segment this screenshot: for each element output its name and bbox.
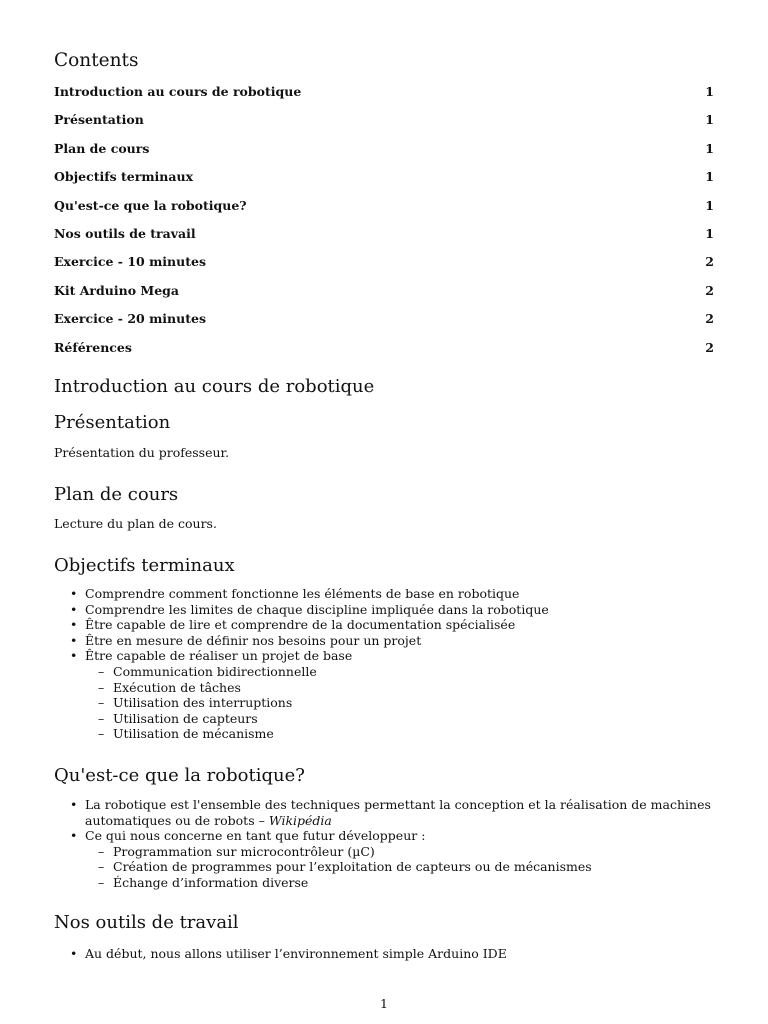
toc-entry-page: 1: [705, 84, 714, 99]
toc-entry-label: Exercice - 20 minutes: [54, 311, 206, 327]
toc-entry[interactable]: [54, 112, 714, 140]
list-item: [85, 648, 714, 742]
toc-entry[interactable]: [54, 311, 714, 339]
toc-title: Contents: [54, 50, 139, 71]
toc-entry[interactable]: [54, 141, 714, 169]
toc-entry-page: 1: [705, 112, 714, 128]
toc-entry-page: 2: [705, 282, 714, 298]
toc-entry-label: Introduction au cours de robotique: [54, 84, 302, 99]
list-item: • Être capable de lire et comprendre de la documentation spécialisée: [85, 617, 714, 633]
wikipedia-source: Wikipédia: [268, 812, 332, 828]
page-number: 1: [380, 996, 388, 1011]
list-item: • Comprendre comment fonctionne les éléments de base en robotique: [85, 586, 714, 602]
toc-entry[interactable]: [54, 340, 714, 368]
sub-list-item: – Communication bidirectionnelle: [113, 664, 714, 680]
toc-entry-label: Nos outils de travail: [54, 225, 196, 241]
list-item: • Comprendre les limites de chaque discipline impliquée dans la robotique: [85, 602, 714, 618]
toc-entry-label: Plan de cours: [54, 140, 150, 156]
toc-entry-page: 1: [705, 169, 714, 185]
section-heading-presentation: Présentation: [54, 412, 171, 433]
toc-entry-label: Références: [54, 339, 132, 355]
section-heading-intro: Introduction au cours de robotique: [54, 376, 375, 397]
sub-list-item: – Échange d’information diverse: [113, 875, 714, 891]
toc-entry-label: Kit Arduino Mega: [54, 282, 180, 298]
outils-list: [54, 946, 714, 962]
objectifs-sublist: [85, 664, 714, 742]
section-heading-robotique: Qu'est-ce que la robotique?: [54, 765, 305, 786]
section-heading-outils: Nos outils de travail: [54, 912, 239, 933]
sub-list-item: – Utilisation de capteurs: [113, 711, 714, 727]
list-item-text: Ce qui nous concerne en tant que futur développeur :: [85, 828, 426, 844]
sub-list-item: – Programmation sur microcontrôleur (µC): [113, 844, 714, 860]
sub-list-item: – Utilisation des interruptions: [113, 695, 714, 711]
toc-entry-page: 2: [705, 311, 714, 327]
toc-entry-page: 2: [705, 254, 714, 270]
presentation-text: Présentation du professeur.: [54, 445, 230, 460]
toc-entry-label: Présentation: [54, 112, 144, 128]
section-heading-objectifs: Objectifs terminaux: [54, 555, 235, 576]
toc-entry[interactable]: [54, 169, 714, 197]
list-item: [85, 797, 714, 828]
sub-list-item: – Utilisation de mécanisme: [113, 726, 714, 742]
toc-entry[interactable]: [54, 226, 714, 254]
objectifs-list: [54, 586, 714, 742]
list-item: • Au début, nous allons utiliser l’environnement simple Arduino IDE: [85, 946, 714, 962]
section-heading-plan: Plan de cours: [54, 484, 179, 505]
list-item-text: Être capable de réaliser un projet de base: [85, 648, 353, 664]
toc-entry-page: 1: [705, 225, 714, 241]
toc-entry[interactable]: [54, 254, 714, 282]
toc-entry-page: 1: [705, 140, 714, 156]
toc-entry-label: Objectifs terminaux: [54, 169, 194, 185]
toc-entry-label: Exercice - 10 minutes: [54, 254, 206, 270]
sub-list-item: – Création de programmes pour l’exploitation de capteurs ou de mécanismes: [113, 859, 714, 875]
list-item: • Être en mesure de définir nos besoins pour un projet: [85, 633, 714, 649]
toc-entry-page: 2: [705, 339, 714, 355]
toc-entry-label: Qu'est-ce que la robotique?: [54, 197, 247, 213]
robotique-definition: La robotique est l'ensemble des techniques permettant la conception et la réalisation de machines automatiques ou de robots –: [85, 797, 711, 828]
toc-entry[interactable]: [54, 198, 714, 226]
toc-entry[interactable]: [54, 283, 714, 311]
sub-list-item: – Exécution de tâches: [113, 680, 714, 696]
toc-entry-page: 1: [705, 197, 714, 213]
robotique-sublist: [85, 844, 714, 891]
list-item: [85, 828, 714, 890]
robotique-list: [54, 797, 714, 891]
plan-text: Lecture du plan de cours.: [54, 516, 217, 531]
table-of-contents: [54, 84, 714, 368]
toc-entry[interactable]: [54, 84, 714, 112]
